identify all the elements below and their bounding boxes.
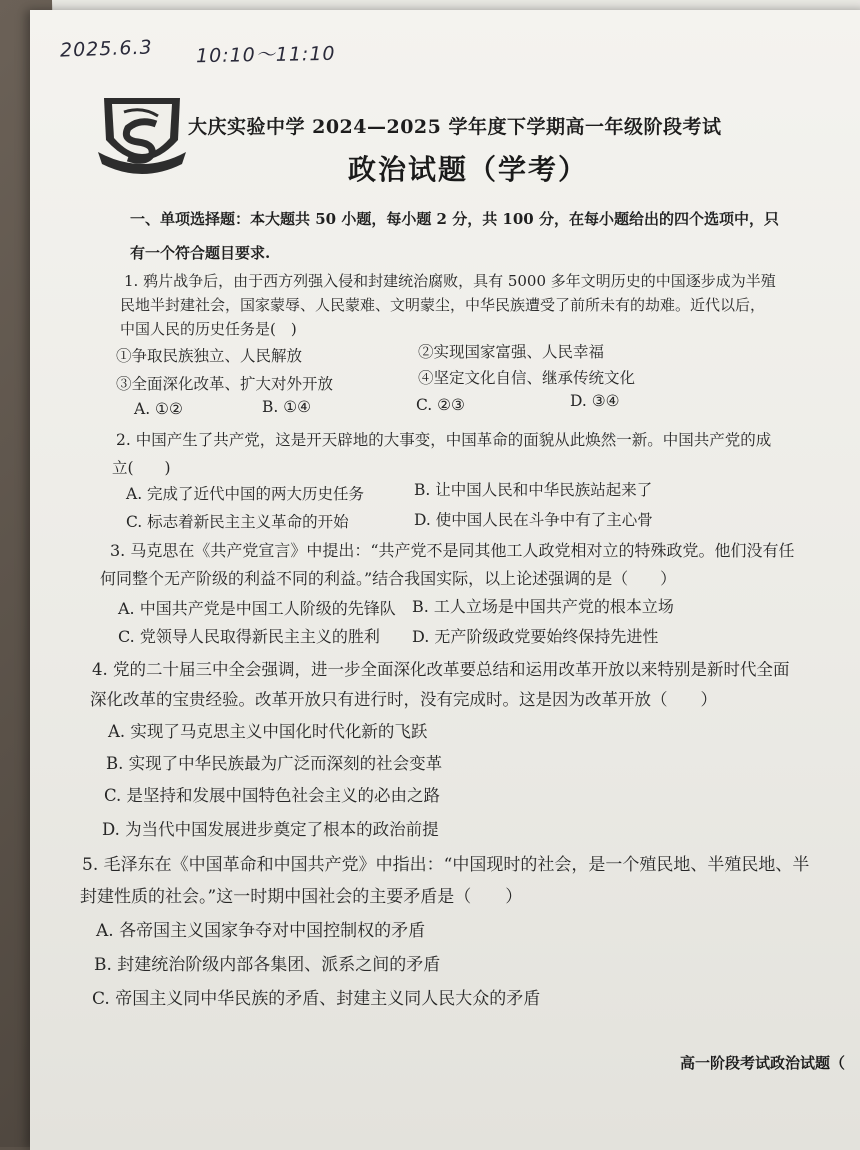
subject-title: 政治试题（学考） <box>348 153 589 186</box>
q1-stem-line2: 民地半封建社会，国家蒙辱、人民蒙难、文明蒙尘，中华民族遭受了前所未有的劫难。近代以后， <box>120 296 766 314</box>
q4-option-a: A. 实现了马克思主义中国化时代化新的飞跃 <box>108 722 428 741</box>
q1-statement-3: ③全面深化改革、扩大对外开放 <box>116 375 334 393</box>
q5-stem-line2: 封建性质的社会。”这一时期中国社会的主要矛盾是（ ） <box>80 887 523 907</box>
q4-option-d: D. 为当代中国发展进步奠定了根本的政治前提 <box>102 820 439 839</box>
q2-option-c: C. 标志着新民主主义革命的开始 <box>126 513 349 531</box>
school-exam-title: 大庆实验中学 2024—2025 学年度下学期高一年级阶段考试 <box>188 116 722 138</box>
school-logo-icon <box>94 84 190 180</box>
handwritten-date: 2025.6.3 <box>59 36 153 62</box>
q2-option-b: B. 让中国人民和中华民族站起来了 <box>414 481 653 499</box>
q3-option-b: B. 工人立场是中国共产党的根本立场 <box>412 597 674 616</box>
q3-option-c: C. 党领导人民取得新民主主义的胜利 <box>118 627 380 646</box>
q1-option-d: D. ③④ <box>570 392 620 410</box>
q1-option-a: A. ①② <box>134 400 183 418</box>
handwritten-time: 10:10～11:10 <box>195 42 336 68</box>
q4-stem-line1: 4. 党的二十届三中全会强调，进一步全面深化改革要总结和运用改革开放以来特别是新时代全面 <box>92 660 790 679</box>
q5-option-b: B. 封建统治阶级内部各集团、派系之间的矛盾 <box>94 955 441 975</box>
q5-option-c: C. 帝国主义同中华民族的矛盾、封建主义同人民大众的矛盾 <box>92 989 541 1009</box>
q4-stem-line2: 深化改革的宝贵经验。改革开放只有进行时，没有完成时。这是因为改革开放（ ） <box>90 690 717 709</box>
q2-stem-line2: 立( ) <box>112 459 171 477</box>
q3-stem-line2: 何同整个无产阶级的利益不同的利益。”结合我国实际，以上论述强调的是（ ） <box>100 569 677 588</box>
q2-stem-line1: 2. 中国产生了共产党，这是开天辟地的大事变，中国革命的面貌从此焕然一新。中国共产党的成 <box>116 431 772 449</box>
q2-option-a: A. 完成了近代中国的两大历史任务 <box>126 485 365 503</box>
q1-option-b: B. ①④ <box>262 398 312 416</box>
q1-stem-line1: 1. 鸦片战争后，由于西方列强入侵和封建统治腐败，具有 5000 多年文明历史的中国逐步成为半殖 <box>124 272 776 290</box>
q4-option-c: C. 是坚持和发展中国特色社会主义的必由之路 <box>104 786 441 805</box>
page-footer: 高一阶段考试政治试题（ <box>680 1054 846 1072</box>
q2-option-d: D. 使中国人民在斗争中有了主心骨 <box>414 511 653 529</box>
q1-stem-line3: 中国人民的历史任务是( ) <box>120 320 297 338</box>
section-heading-line2: 有一个符合题目要求. <box>130 244 271 262</box>
q5-option-a: A. 各帝国主义国家争夺对中国控制权的矛盾 <box>96 921 426 941</box>
q4-option-b: B. 实现了中华民族最为广泛而深刻的社会变革 <box>106 754 443 773</box>
q5-stem-line1: 5. 毛泽东在《中国革命和中国共产党》中指出：“中国现时的社会，是一个殖民地、半殖民地、半 <box>82 855 810 875</box>
q1-option-c: C. ②③ <box>416 396 465 414</box>
q3-stem-line1: 3. 马克思在《共产党宣言》中提出：“共产党不是同其他工人政党相对立的特殊政党。他们没有任 <box>110 541 795 560</box>
q1-statement-4: ④坚定文化自信、继承传统文化 <box>418 369 636 387</box>
q1-statement-1: ①争取民族独立、人民解放 <box>116 347 303 365</box>
section-heading-line1: 一、单项选择题：本大题共 50 小题，每小题 2 分，共 100 分，在每小题给出的四个选项中，只 <box>130 210 779 228</box>
q3-option-a: A. 中国共产党是中国工人阶级的先锋队 <box>118 599 396 618</box>
q3-option-d: D. 无产阶级政党要始终保持先进性 <box>412 627 659 646</box>
q1-statement-2: ②实现国家富强、人民幸福 <box>418 343 605 361</box>
